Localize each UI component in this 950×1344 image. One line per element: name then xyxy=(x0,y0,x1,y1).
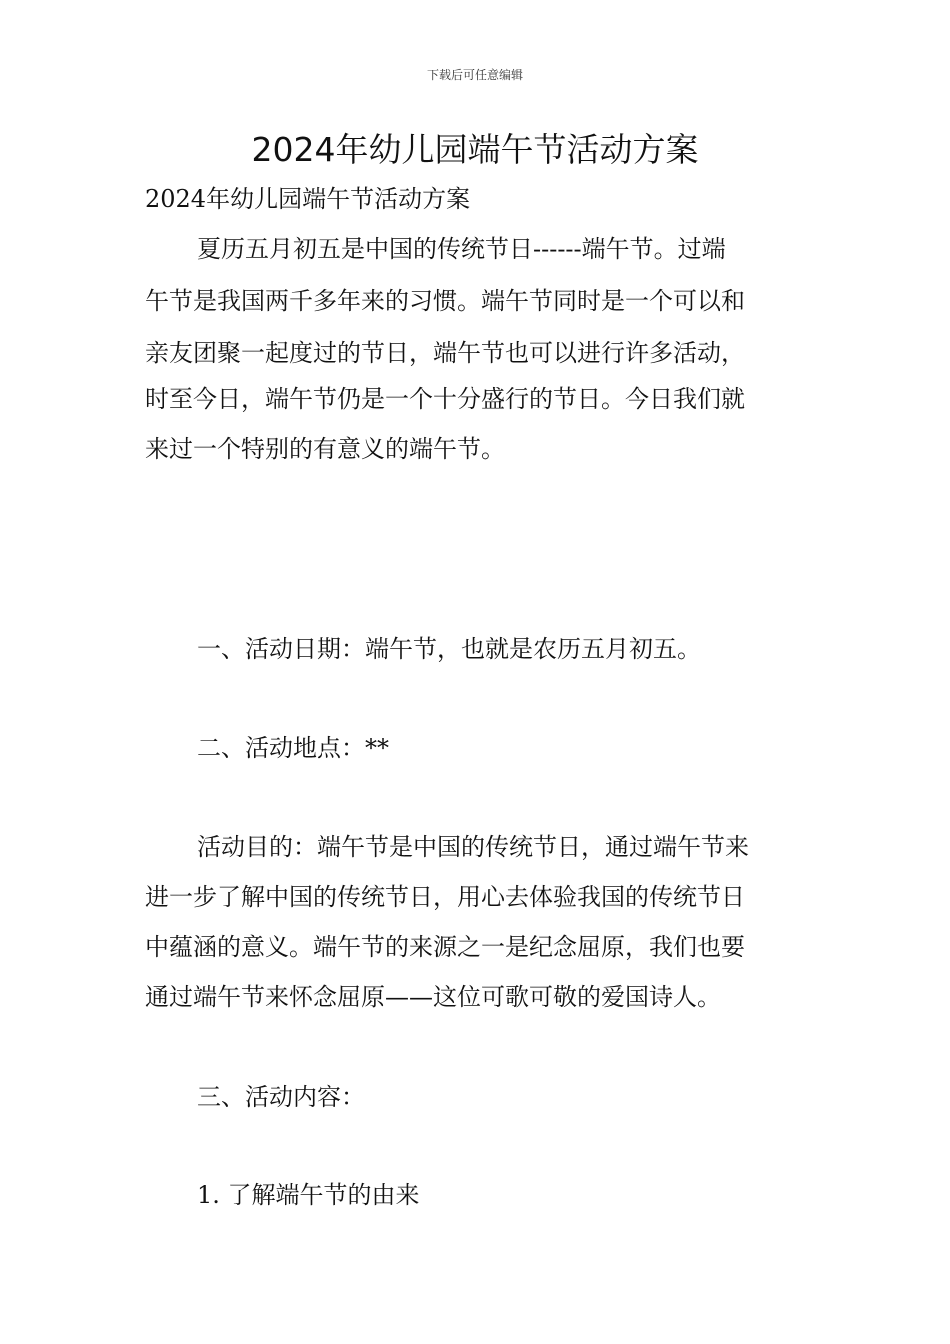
paragraph-line: 中蕴涵的意义。端午节的来源之一是纪念屈原，我们也要 xyxy=(145,933,745,961)
activity-content-heading: 三、活动内容： xyxy=(197,1083,365,1111)
activity-date-line: 一、活动日期：端午节，也就是农历五月初五。 xyxy=(197,635,701,663)
content-item-1: 1. 了解端午节的由来 xyxy=(197,1181,420,1209)
paragraph-line: 时至今日，端午节仍是一个十分盛行的节日。今日我们就 xyxy=(145,385,745,413)
paragraph-line: 进一步了解中国的传统节日，用心去体验我国的传统节日 xyxy=(145,883,745,911)
page-header-note: 下载后可任意编辑 xyxy=(426,68,523,82)
paragraph-line: 亲友团聚一起度过的节日，端午节也可以进行许多活动， xyxy=(145,339,745,367)
paragraph-line: 夏历五月初五是中国的传统节日------端午节。过端 xyxy=(197,235,726,263)
activity-place-line: 二、活动地点：** xyxy=(197,734,389,762)
document-title: 2024年幼儿园端午节活动方案 xyxy=(251,130,699,169)
paragraph-line: 来过一个特别的有意义的端午节。 xyxy=(145,435,505,463)
document-subtitle: 2024年幼儿园端午节活动方案 xyxy=(145,185,471,213)
paragraph-line: 午节是我国两千多年来的习惯。端午节同时是一个可以和 xyxy=(145,287,745,315)
paragraph-line: 活动目的：端午节是中国的传统节日，通过端午节来 xyxy=(197,833,749,861)
paragraph-line: 通过端午节来怀念屈原——这位可歌可敬的爱国诗人。 xyxy=(145,983,721,1011)
